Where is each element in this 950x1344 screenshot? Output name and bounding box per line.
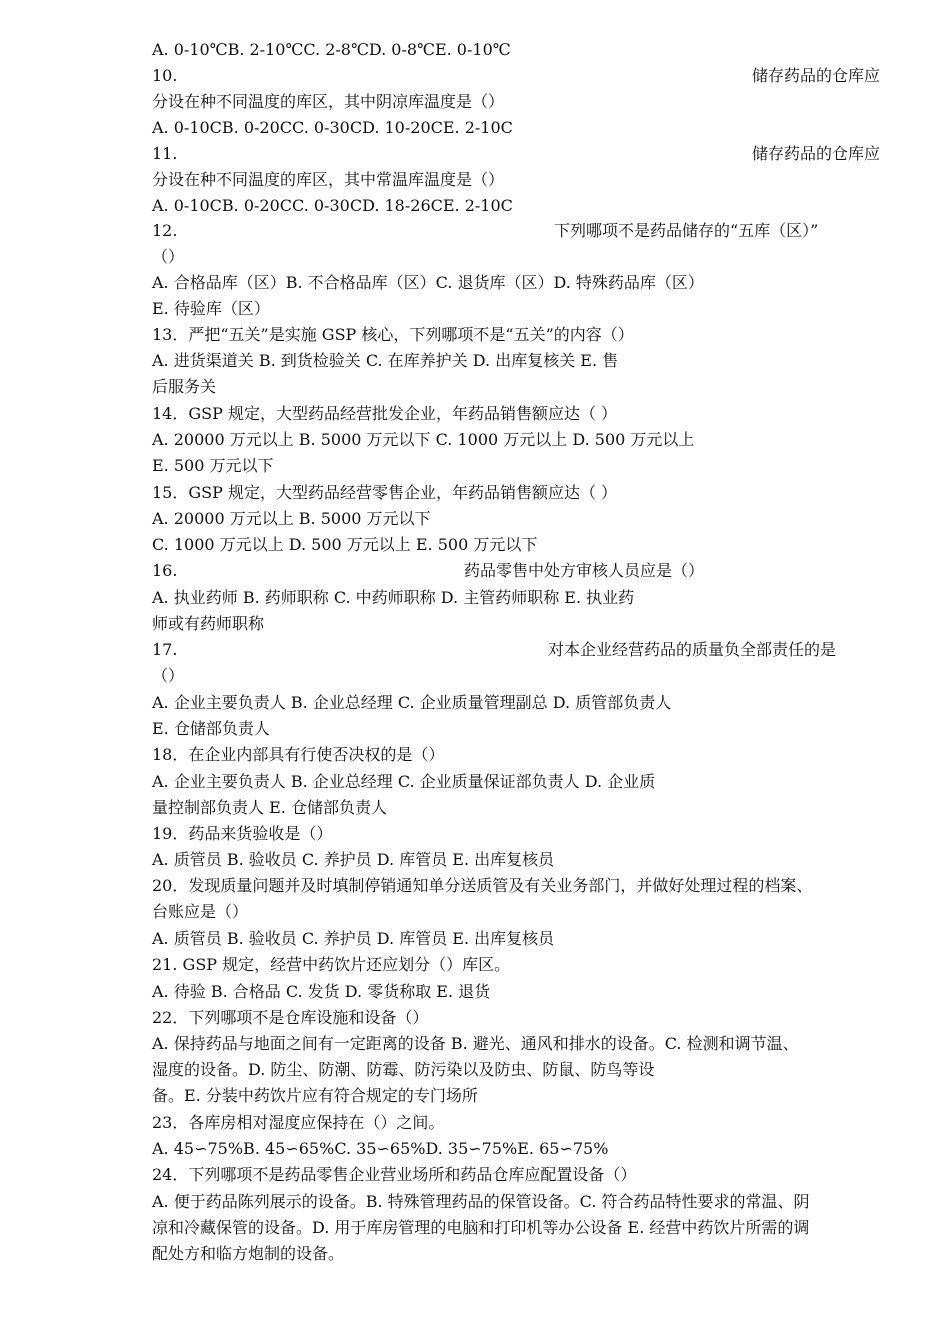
text-line: 22．下列哪项不是仓库设施和设备（） xyxy=(152,1008,429,1027)
text-line: A. 0-10CB. 0-20CC. 0-30CD. 10-20CE. 2-10C xyxy=(152,118,513,137)
question-number: 12. xyxy=(152,221,178,240)
text-line: 分设在种不同温度的库区，其中阴凉库温度是（） xyxy=(152,92,505,111)
text-line: 20．发现质量问题并及时填制停销通知单分送质管及有关业务部门，并做好处理过程的档案、 xyxy=(152,876,813,895)
text-line: A. 45∽75%B. 45∽65%C. 35∽65%D. 35∽75%E. 65∽75% xyxy=(152,1139,609,1158)
text-line: （） xyxy=(152,247,185,266)
text-line: A. 质管员 B. 验收员 C. 养护员 D. 库管员 E. 出库复核员 xyxy=(152,850,555,869)
text-line: A. 待验 B. 合格品 C. 发货 D. 零货称取 E. 退货 xyxy=(152,982,491,1001)
question-text: 储存药品的仓库应 xyxy=(751,144,880,163)
text-line: （） xyxy=(152,666,185,685)
question-10-line xyxy=(152,63,880,89)
question-text: 下列哪项不是药品储存的“五库（区）” xyxy=(554,221,819,240)
text-line: E. 待验库（区） xyxy=(152,299,270,318)
text-line: 18．在企业内部具有行使否决权的是（） xyxy=(152,745,445,764)
text-line: A. 企业主要负责人 B. 企业总经理 C. 企业质量保证部负责人 D. 企业质 xyxy=(152,772,656,791)
text-line: E. 500 万元以下 xyxy=(152,456,274,475)
text-line: A. 进货渠道关 B. 到货检验关 C. 在库养护关 D. 出库复核关 E. 售 xyxy=(152,351,619,370)
question-number: 16. xyxy=(152,561,178,580)
text-line: 15．GSP 规定，大型药品经营零售企业，年药品销售额应达（ ） xyxy=(152,483,618,502)
text-line: 湿度的设备。D. 防尘、防潮、防霉、防污染以及防虫、防鼠、防鸟等设 xyxy=(152,1060,655,1079)
question-text: 药品零售中处方审核人员应是（） xyxy=(464,561,705,580)
text-line: 备。E. 分装中药饮片应有符合规定的专门场所 xyxy=(152,1086,478,1105)
text-line: 台账应是（） xyxy=(152,902,249,921)
text-line: 23．各库房相对湿度应保持在（）之间。 xyxy=(152,1113,445,1132)
text-line: 后服务关 xyxy=(152,377,217,396)
question-text: 对本企业经营药品的质量负全部责任的是 xyxy=(548,640,837,659)
text-line: A. 20000 万元以上 B. 5000 万元以下 C. 1000 万元以上 D. 500 万元以上 xyxy=(152,430,695,449)
text-line: 分设在种不同温度的库区，其中常温库温度是（） xyxy=(152,170,505,189)
question-12-line xyxy=(152,218,880,244)
text-line: 凉和冷藏保管的设备。D. 用于库房管理的电脑和打印机等办公设备 E. 经营中药饮片所需的调 xyxy=(152,1218,810,1237)
question-number: 10. xyxy=(152,66,178,85)
text-line: A. 0-10CB. 0-20CC. 0-30CD. 18-26CE. 2-10C xyxy=(152,196,513,215)
text-line: 量控制部负责人 E. 仓储部负责人 xyxy=(152,798,387,817)
text-line: A. 0-10℃B. 2-10℃C. 2-8℃D. 0-8℃E. 0-10℃ xyxy=(152,40,511,59)
text-line: A. 质管员 B. 验收员 C. 养护员 D. 库管员 E. 出库复核员 xyxy=(152,929,555,948)
text-line: A. 保持药品与地面之间有一定距离的设备 B. 避光、通风和排水的设备。C. 检测和调节温、 xyxy=(152,1034,799,1053)
question-17-line xyxy=(152,637,880,663)
text-line: 19．药品来货验收是（） xyxy=(152,824,333,843)
text-line: A. 20000 万元以上 B. 5000 万元以下 xyxy=(152,509,431,528)
text-line: 21. GSP 规定，经营中药饮片还应划分（）库区。 xyxy=(152,955,511,974)
question-16-line xyxy=(152,558,880,584)
text-line: 24．下列哪项不是药品零售企业营业场所和药品仓库应配置设备（） xyxy=(152,1165,637,1184)
text-line: C. 1000 万元以上 D. 500 万元以上 E. 500 万元以下 xyxy=(152,535,538,554)
text-line: 14．GSP 规定，大型药品经营批发企业，年药品销售额应达（ ） xyxy=(152,404,618,423)
text-line: A. 企业主要负责人 B. 企业总经理 C. 企业质量管理副总 D. 质管部负责人 xyxy=(152,693,672,712)
question-number: 17. xyxy=(152,640,178,659)
question-number: 11. xyxy=(152,144,178,163)
text-line: E. 仓储部负责人 xyxy=(152,719,270,738)
text-line: 师或有药师职称 xyxy=(152,614,265,633)
question-11-line xyxy=(152,141,880,167)
text-line: 配处方和临方炮制的设备。 xyxy=(152,1244,345,1263)
text-line: A. 执业药师 B. 药师职称 C. 中药师职称 D. 主管药师职称 E. 执业药 xyxy=(152,588,635,607)
question-text: 储存药品的仓库应 xyxy=(751,66,880,85)
text-line: 13．严把“五关”是实施 GSP 核心，下列哪项不是“五关”的内容（） xyxy=(152,325,634,344)
text-line: A. 便于药品陈列展示的设备。B. 特殊管理药品的保管设备。C. 符合药品特性要求的常温、阴 xyxy=(152,1192,810,1211)
text-line: A. 合格品库（区）B. 不合格品库（区）C. 退货库（区）D. 特殊药品库（区） xyxy=(152,273,704,292)
